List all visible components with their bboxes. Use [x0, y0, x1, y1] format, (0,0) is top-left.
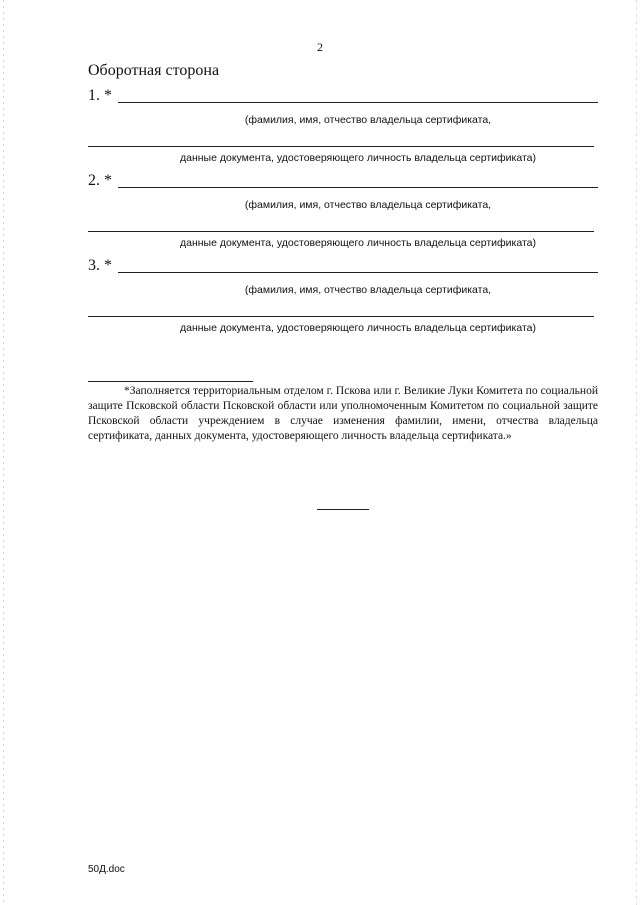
entry-1-document-field-line[interactable]: [88, 146, 594, 147]
entry-1-document-caption: данные документа, удостоверяющего личность владельца сертификата): [179, 152, 537, 164]
entry-3-document-caption: данные документа, удостоверяющего личность владельца сертификата): [179, 322, 537, 334]
entry-3: [88, 256, 598, 334]
page-number: 2: [317, 40, 323, 54]
entry-2-number: 2. *: [88, 172, 112, 189]
entry-1-name-row: [88, 86, 598, 106]
entry-2-document-field-line[interactable]: [88, 231, 594, 232]
entry-3-number: 3. *: [88, 257, 112, 274]
scan-edge-left: [3, 0, 4, 905]
entry-2-document-caption: данные документа, удостоверяющего личность владельца сертификата): [179, 237, 537, 249]
entry-2-name-row: [88, 171, 598, 191]
entry-2: [88, 171, 598, 249]
entry-3-name-row: [88, 256, 598, 276]
end-of-document-rule: [317, 509, 369, 510]
entry-3-name-caption: (фамилия, имя, отчество владельца сертификата,: [244, 284, 492, 296]
footnote-separator: [88, 381, 253, 382]
entry-3-document-field-line[interactable]: [88, 316, 594, 317]
entry-1-name-caption: (фамилия, имя, отчество владельца сертификата,: [244, 114, 492, 126]
entry-2-name-field-line[interactable]: [118, 187, 598, 188]
entry-1-number: 1. *: [88, 87, 112, 104]
footnote-text: *Заполняется территориальным отделом г. Пскова или г. Великие Луки Комитета по социальной защите Псковской области Псковской области или уполномоченным Комитетом по социальной защите Псковской области учреждением в случае изменения фамилии, имени, отчества владельца сертификата, данных документа, удостоверяющего личность владельца сертификата.»: [88, 385, 598, 442]
scan-edge-right: [636, 0, 637, 905]
page-heading: Оборотная сторона: [88, 62, 220, 79]
entry-3-name-field-line[interactable]: [118, 272, 598, 273]
entry-1-name-field-line[interactable]: [118, 102, 598, 103]
entry-1: [88, 86, 598, 164]
entry-2-name-caption: (фамилия, имя, отчество владельца сертификата,: [244, 199, 492, 211]
file-name-label: 50Д.doc: [88, 864, 125, 875]
